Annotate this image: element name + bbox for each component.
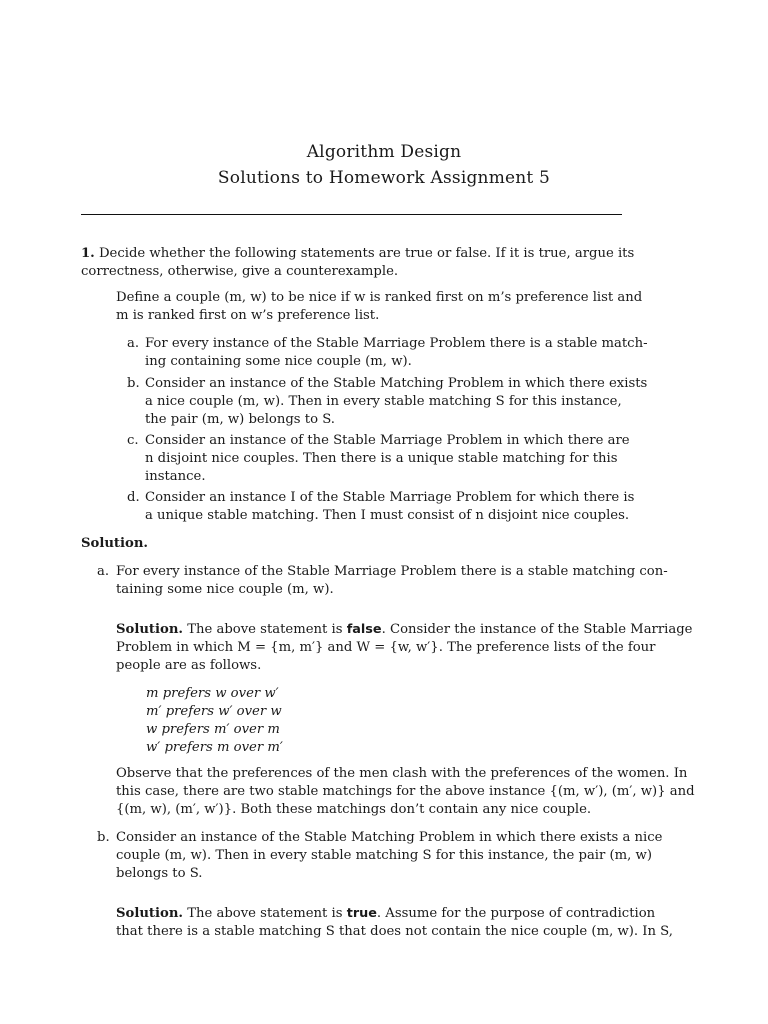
item-b-line: Consider an instance of the Stable Matching Problem in which there exists xyxy=(145,376,648,391)
solution-a-answer-post: . Consider the instance of the Stable Marriage xyxy=(381,622,693,637)
item-d-label: d. xyxy=(127,490,140,505)
item-b-line: a nice couple (m, w). Then in every stable matching S for this instance, xyxy=(145,394,622,409)
solution-a-line: taining some nice couple (m, w). xyxy=(116,582,334,597)
preference-line: m′ prefers w′ over w xyxy=(146,704,282,719)
solution-heading: Solution. xyxy=(81,536,148,551)
problem-intro-text: Decide whether the following statements are true or false. If it is true, argue its xyxy=(98,246,635,261)
solution-a-line: For every instance of the Stable Marriage Problem there is a stable matching con- xyxy=(116,564,668,579)
item-a-line: For every instance of the Stable Marriage Problem there is a stable match- xyxy=(145,336,648,351)
item-c-line: Consider an instance of the Stable Marriage Problem in which there are xyxy=(145,433,630,448)
solution-a-answer-line: people are as follows. xyxy=(116,658,262,673)
observation-line: Observe that the preferences of the men clash with the preferences of the women. In xyxy=(116,766,688,781)
item-a-line: ing containing some nice couple (m, w). xyxy=(145,354,412,369)
item-b-line: the pair (m, w) belongs to S. xyxy=(145,412,335,427)
item-d-line: Consider an instance I of the Stable Marriage Problem for which there is xyxy=(145,490,635,505)
solution-b-answer-line-2: that there is a stable matching S that does not contain the nice couple (m, w). In S, xyxy=(116,924,673,939)
solution-a-label: a. xyxy=(97,564,110,579)
preference-line: m prefers w over w′ xyxy=(146,686,279,701)
item-c-label: c. xyxy=(127,433,139,448)
item-a-label: a. xyxy=(127,336,140,351)
problem-intro-line-1 xyxy=(81,246,634,262)
solution-a-verdict: false xyxy=(346,622,382,637)
solution-b-line: couple (m, w). Then in every stable matching S for this instance, the pair (m, w) xyxy=(116,848,652,863)
solution-b-answer-line-1 xyxy=(116,906,655,922)
solution-b-label: b. xyxy=(97,830,110,845)
preference-line: w prefers m′ over m xyxy=(146,722,280,737)
item-c-line: instance. xyxy=(145,469,206,484)
observation-line: {(m, w), (m′, w′)}. Both these matchings don’t contain any nice couple. xyxy=(116,802,592,817)
solution-b-answer-pre: The above statement is xyxy=(187,906,343,921)
solution-a-answer-pre: The above statement is xyxy=(187,622,343,637)
preference-line: w′ prefers m over m′ xyxy=(146,740,283,755)
problem-number: 1. xyxy=(81,246,95,261)
item-d-line: a unique stable matching. Then I must consist of n disjoint nice couples. xyxy=(145,508,630,523)
solution-b-verdict: true xyxy=(346,906,377,921)
solution-a-answer-line: Problem in which M = {m, m′} and W = {w, w′}. The preference lists of the four xyxy=(116,640,656,655)
definition-line-1: Define a couple (m, w) to be nice if w is ranked first on m’s preference list and xyxy=(116,290,643,305)
solution-b-line: Consider an instance of the Stable Matching Problem in which there exists a nice xyxy=(116,830,663,845)
solution-b-answer-post: . Assume for the purpose of contradiction xyxy=(376,906,656,921)
document-subtitle: Solutions to Homework Assignment 5 xyxy=(217,168,551,188)
problem-intro-line-2: correctness, otherwise, give a counterexample. xyxy=(81,264,399,279)
title-rule xyxy=(81,214,622,215)
item-c-line: n disjoint nice couples. Then there is a unique stable matching for this xyxy=(145,451,618,466)
solution-b-line: belongs to S. xyxy=(116,866,203,881)
document-title: Algorithm Design xyxy=(306,142,462,162)
observation-line: this case, there are two stable matchings for the above instance {(m, w′), (m′, w)} and xyxy=(116,784,695,799)
definition-line-2: m is ranked first on w’s preference list. xyxy=(116,308,380,323)
solution-b-answer-label: Solution. xyxy=(116,906,183,921)
solution-a-answer-label: Solution. xyxy=(116,622,183,637)
solution-a-answer-line-1 xyxy=(116,622,693,638)
item-b-label: b. xyxy=(127,376,140,391)
